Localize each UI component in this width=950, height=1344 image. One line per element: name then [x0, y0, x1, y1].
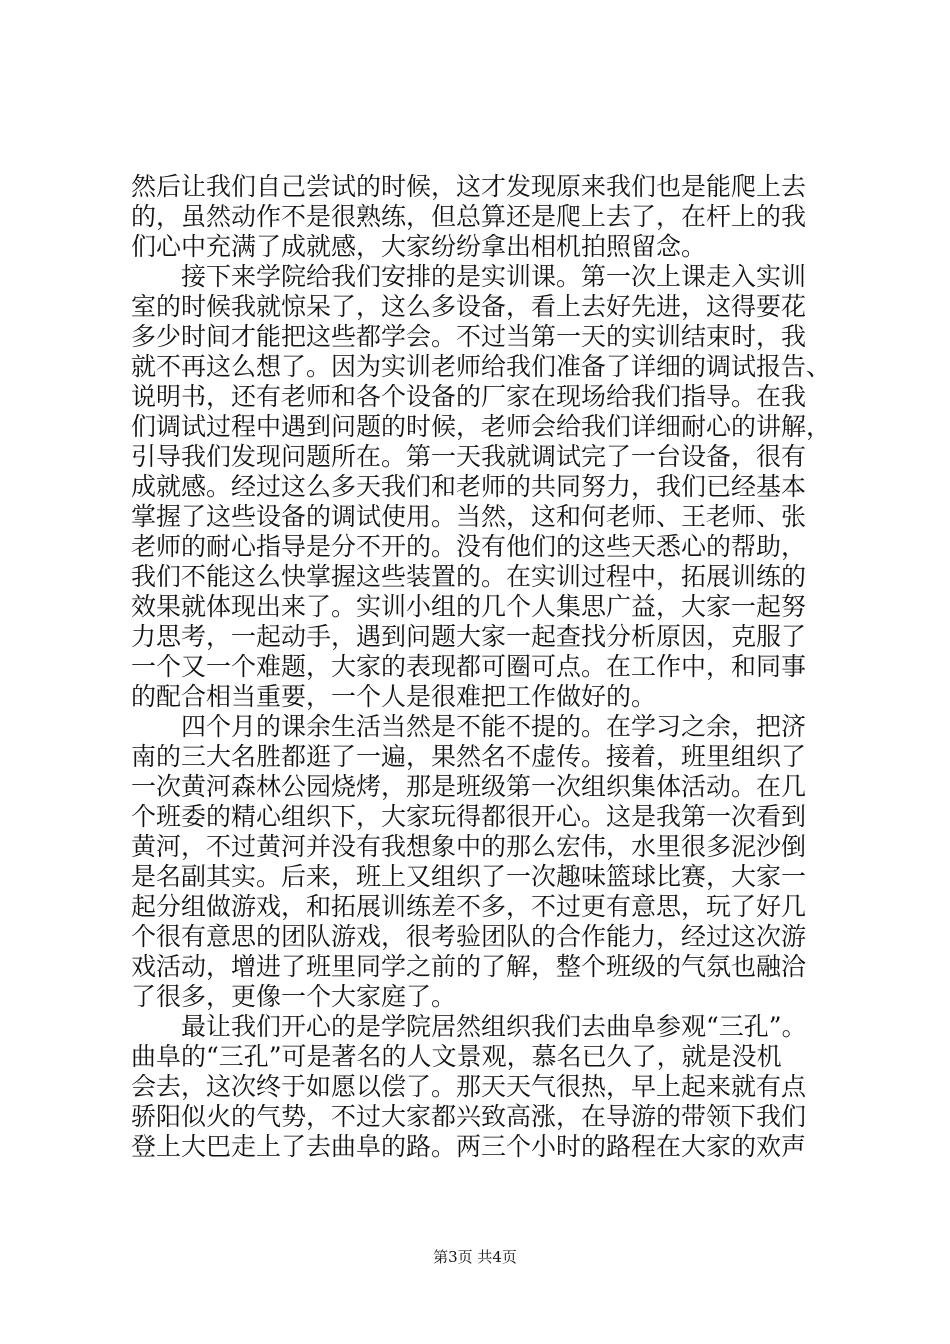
text-line: 成就感。经过这么多天我们和老师的共同努力，我们已经基本: [131, 472, 807, 501]
text-line: 说明书，还有老师和各个设备的厂家在现场给我们指导。在我: [131, 382, 807, 411]
text-line: 然后让我们自己尝试的时候，这才发现原来我们也是能爬上去: [131, 172, 807, 201]
text-line: 们心中充满了成就感，大家纷纷拿出相机拍照留念。: [131, 232, 707, 261]
text-line: 一次黄河森林公园烧烤，那是班级第一次组织集体活动。在几: [131, 772, 807, 801]
text-line: 接下来学院给我们安排的是实训课。第一次上课走入实训: [131, 262, 807, 291]
text-line: 戏活动，增进了班里同学之前的了解，整个班级的气氛也融洽: [131, 952, 807, 981]
text-line: 就不再这么想了。因为实训老师给我们准备了详细的调试报告、: [131, 352, 832, 381]
text-line: 多少时间才能把这些都学会。不过当第一天的实训结束时，我: [131, 322, 807, 351]
text-line: 四个月的课余生活当然是不能不提的。在学习之余，把济: [131, 712, 807, 741]
text-line: 最让我们开心的是学院居然组织我们去曲阜参观“三孔”。: [131, 1012, 807, 1041]
text-line: 掌握了这些设备的调试使用。当然，这和何老师、王老师、张: [131, 502, 807, 531]
text-line: 一个又一个难题，大家的表现都可圈可点。在工作中，和同事: [131, 652, 807, 681]
page-footer: 第3页 共4页: [433, 1248, 517, 1266]
text-line: 骄阳似火的气势，不过大家都兴致高涨，在导游的带领下我们: [131, 1102, 807, 1131]
text-line: 的配合相当重要，一个人是很难把工作做好的。: [131, 682, 657, 711]
text-line: 室的时候我就惊呆了，这么多设备，看上去好先进，这得要花: [131, 292, 807, 321]
text-line: 力思考，一起动手，遇到问题大家一起查找分析原因，克服了: [131, 622, 807, 651]
text-line: 起分组做游戏，和拓展训练差不多，不过更有意思，玩了好几: [131, 892, 807, 921]
text-line: 个班委的精心组织下，大家玩得都很开心。这是我第一次看到: [131, 802, 807, 831]
text-line: 我们不能这么快掌握这些装置的。在实训过程中，拓展训练的: [131, 562, 807, 591]
text-line: 引导我们发现问题所在。第一天我就调试完了一台设备，很有: [131, 442, 807, 471]
body-text: [131, 172, 831, 1162]
text-line: 的，虽然动作不是很熟练，但总算还是爬上去了，在杆上的我: [131, 202, 807, 231]
text-line: 黄河，不过黄河并没有我想象中的那么宏伟，水里很多泥沙倒: [131, 832, 807, 861]
text-line: 曲阜的“三孔”可是著名的人文景观，慕名已久了，就是没机: [131, 1042, 782, 1071]
text-line: 效果就体现出来了。实训小组的几个人集思广益，大家一起努: [131, 592, 807, 621]
text-line: 个很有意思的团队游戏，很考验团队的合作能力，经过这次游: [131, 922, 807, 951]
text-line: 南的三大名胜都逛了一遍，果然名不虚传。接着，班里组织了: [131, 742, 807, 771]
text-line: 是名副其实。后来，班上又组织了一次趣味篮球比赛，大家一: [131, 862, 807, 891]
text-line: 们调试过程中遇到问题的时候，老师会给我们详细耐心的讲解，: [131, 412, 832, 441]
text-line: 登上大巴走上了去曲阜的路。两三个小时的路程在大家的欢声: [131, 1132, 807, 1161]
text-line: 会去，这次终于如愿以偿了。那天天气很热，早上起来就有点: [131, 1072, 807, 1101]
text-line: 老师的耐心指导是分不开的。没有他们的这些天悉心的帮助，: [131, 532, 807, 561]
text-line: 了很多，更像一个大家庭了。: [131, 982, 457, 1011]
